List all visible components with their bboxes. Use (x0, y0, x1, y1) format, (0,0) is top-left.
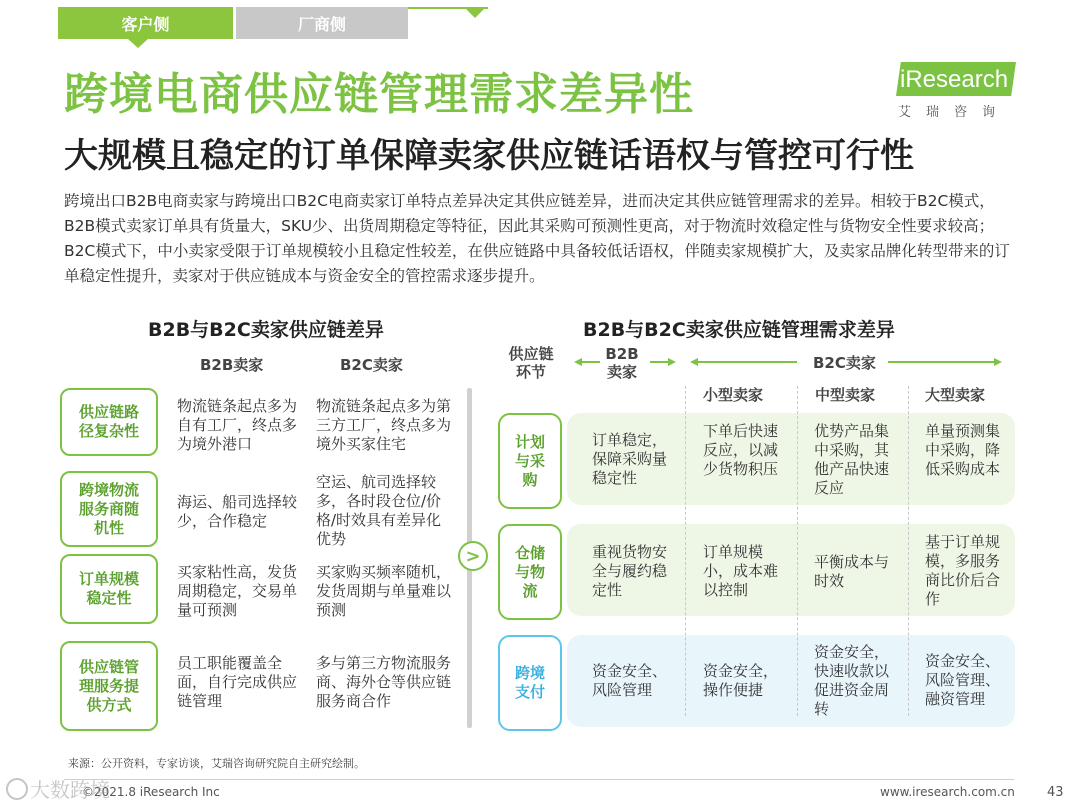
left-table-title: B2B与B2C卖家供应链差异 (148, 319, 384, 341)
left-cell-b2c: 空运、航司选择较多，各时段仓位/价格/时效具有差异化优势 (316, 473, 442, 548)
right-table-title: B2B与B2C卖家供应链管理需求差异 (583, 319, 895, 341)
right-cell-small: 订单规模小，成本难以控制 (703, 543, 779, 599)
footer-divider (64, 779, 1014, 780)
left-row-label: 订单规模稳定性 (60, 554, 158, 624)
website: www.iresearch.com.cn (880, 785, 1015, 799)
chevron-right-icon: > (458, 541, 488, 571)
right-col-medium: 中型卖家 (815, 386, 876, 404)
right-col-small: 小型卖家 (703, 386, 764, 404)
right-cell-medium: 优势产品集中采购，其他产品快速反应 (814, 422, 890, 497)
left-cell-b2c: 多与第三方物流服务商、海外仓等供应链服务商合作 (316, 654, 452, 710)
column-divider (685, 386, 686, 716)
right-cell-small: 下单后快速反应，以减少货物积压 (703, 422, 779, 478)
left-cell-b2c: 物流链条起点多为第三方工厂，终点多为境外买家住宅 (316, 397, 452, 453)
right-cell-large: 资金安全、风险管理、融资管理 (925, 652, 1001, 708)
left-row-label: 供应链管理服务提供方式 (60, 641, 158, 731)
active-tab-caret (128, 39, 148, 48)
right-cell-large: 单量预测集中采购，降低采购成本 (925, 422, 1001, 478)
right-cell-b2b: 重视货物安全与履约稳定性 (592, 543, 668, 599)
page-number: 43 (1047, 785, 1064, 800)
iresearch-logo (888, 58, 1028, 120)
left-cell-b2b: 买家粘性高，发货周期稳定，交易单量可预测 (177, 563, 298, 619)
left-cell-b2b: 物流链条起点多为自有工厂，终点多为境外港口 (177, 397, 298, 453)
right-cell-b2b: 资金安全、风险管理 (592, 662, 668, 699)
source-note: 来源：公开资料，专家访谈，艾瑞咨询研究院自主研究绘制。 (68, 757, 365, 770)
intro-paragraph: 跨境出口B2B电商卖家与跨境出口B2C电商卖家订单特点差异决定其供应链差异，进而决定其供应链管理需求的差异。相较于B2C模式，B2B模式卖家订单具有货量大，SKU少、出货周期稳定等特征，因此其采购可预测性更高，对于物流时效稳定性与货物安全性要求较高；B2C模式下，中小卖家受限于订单规模较小且稳定性较差，在供应链路中具备较低话语权，伴随卖家规模扩大，及卖家品牌化转型带来的订单稳定性提升，卖家对于供应链成本与资金安全的管控需求逐步提升。 (64, 192, 1010, 285)
left-col-b2c: B2C卖家 (340, 356, 403, 374)
right-cell-medium: 平衡成本与时效 (814, 553, 890, 590)
tab-vendor[interactable]: 厂商侧 (236, 7, 408, 39)
left-row-label: 跨境物流服务商随机性 (60, 471, 158, 547)
page-title: 跨境电商供应链管理需求差异性 (64, 69, 694, 120)
tab-marker (466, 9, 484, 18)
logo-brand: iResearch (900, 66, 1009, 93)
right-row-label: 计划与采购 (498, 413, 562, 509)
right-cell-b2b: 订单稳定，保障采购量稳定性 (592, 431, 668, 487)
copyright: ©2021.8 iResearch Inc (82, 785, 220, 799)
logo-cn-text: 艾瑞咨询 (898, 105, 1011, 120)
right-col-large: 大型卖家 (925, 386, 986, 404)
right-cell-medium: 资金安全，快速收款以促进资金周转 (814, 643, 890, 718)
left-cell-b2c: 买家购买频率随机，发货周期与单量难以预测 (316, 563, 452, 619)
left-col-b2b: B2B卖家 (200, 356, 264, 374)
left-cell-b2b: 海运、船司选择较少，合作稳定 (177, 493, 298, 530)
right-cell-small: 资金安全，操作便捷 (703, 662, 779, 699)
right-cell-large: 基于订单规模，多服务商比价后合作 (925, 533, 1001, 608)
watermark-icon (6, 778, 28, 800)
page-subtitle: 大规模且稳定的订单保障卖家供应链话语权与管控可行性 (64, 136, 914, 176)
right-col-stage: 供应链环节 (508, 345, 554, 381)
right-row-label: 跨境支付 (498, 635, 562, 731)
column-divider (797, 386, 798, 716)
watermark: 大数跨境 (30, 778, 110, 802)
header-arrows (572, 355, 1012, 369)
right-col-b2b: B2B卖家 (605, 345, 639, 381)
left-row-label: 供应链路径复杂性 (60, 388, 158, 456)
right-col-b2c: B2C卖家 (813, 354, 876, 372)
tab-client[interactable]: 客户侧 (58, 7, 233, 39)
right-row-label: 仓储与物流 (498, 524, 562, 620)
left-cell-b2b: 员工职能覆盖全面，自行完成供应链管理 (177, 654, 298, 710)
column-divider (908, 386, 909, 716)
